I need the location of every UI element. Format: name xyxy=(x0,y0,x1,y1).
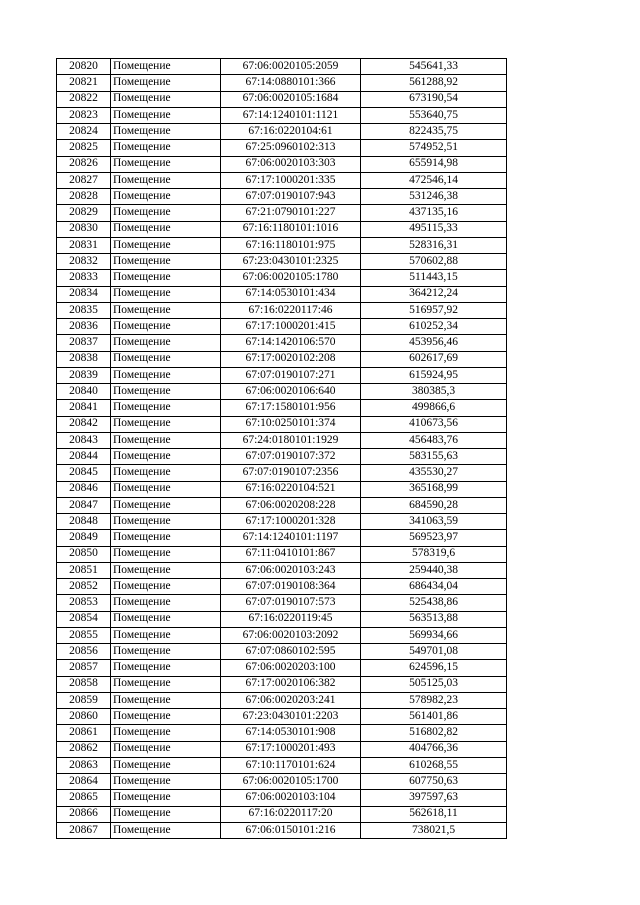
object-type-cell: Помещение xyxy=(111,611,221,627)
object-type-cell: Помещение xyxy=(111,579,221,595)
object-type-cell: Помещение xyxy=(111,757,221,773)
cadastral-value-cell: 655914,98 xyxy=(361,156,507,172)
object-type-cell: Помещение xyxy=(111,286,221,302)
object-type-cell: Помещение xyxy=(111,481,221,497)
cadastral-value-cell: 499866,6 xyxy=(361,400,507,416)
row-number-cell: 20848 xyxy=(57,514,111,530)
row-number-cell: 20858 xyxy=(57,676,111,692)
object-type-cell: Помещение xyxy=(111,270,221,286)
row-number-cell: 20841 xyxy=(57,400,111,416)
cadastral-number-cell: 67:16:0220117:46 xyxy=(221,302,361,318)
object-type-cell: Помещение xyxy=(111,692,221,708)
table-row xyxy=(57,757,507,773)
object-type-cell: Помещение xyxy=(111,774,221,790)
row-number-cell: 20823 xyxy=(57,107,111,123)
cadastral-value-cell: 437135,16 xyxy=(361,205,507,221)
object-type-cell: Помещение xyxy=(111,660,221,676)
object-type-cell: Помещение xyxy=(111,124,221,140)
row-number-cell: 20842 xyxy=(57,416,111,432)
cadastral-number-cell: 67:06:0020203:241 xyxy=(221,692,361,708)
cadastral-value-cell: 822435,75 xyxy=(361,124,507,140)
row-number-cell: 20851 xyxy=(57,562,111,578)
cadastral-number-cell: 67:06:0020103:243 xyxy=(221,562,361,578)
cadastral-value-cell: 553640,75 xyxy=(361,107,507,123)
object-type-cell: Помещение xyxy=(111,790,221,806)
table-row xyxy=(57,562,507,578)
row-number-cell: 20866 xyxy=(57,806,111,822)
cadastral-value-cell: 610252,34 xyxy=(361,319,507,335)
row-number-cell: 20853 xyxy=(57,595,111,611)
cadastral-value-cell: 435530,27 xyxy=(361,465,507,481)
object-type-cell: Помещение xyxy=(111,172,221,188)
row-number-cell: 20824 xyxy=(57,124,111,140)
table-row xyxy=(57,497,507,513)
table-row xyxy=(57,367,507,383)
row-number-cell: 20820 xyxy=(57,59,111,75)
row-number-cell: 20864 xyxy=(57,774,111,790)
cadastral-value-cell: 615924,95 xyxy=(361,367,507,383)
cadastral-value-cell: 365168,99 xyxy=(361,481,507,497)
cadastral-value-cell: 545641,33 xyxy=(361,59,507,75)
table-row xyxy=(57,302,507,318)
table-row xyxy=(57,449,507,465)
row-number-cell: 20849 xyxy=(57,530,111,546)
table-row xyxy=(57,481,507,497)
row-number-cell: 20852 xyxy=(57,579,111,595)
cadastral-number-cell: 67:17:1580101:956 xyxy=(221,400,361,416)
cadastral-number-cell: 67:06:0020105:2059 xyxy=(221,59,361,75)
cadastral-number-cell: 67:16:0220119:45 xyxy=(221,611,361,627)
table-row xyxy=(57,741,507,757)
cadastral-number-cell: 67:17:1000201:335 xyxy=(221,172,361,188)
object-type-cell: Помещение xyxy=(111,254,221,270)
cadastral-value-cell: 574952,51 xyxy=(361,140,507,156)
cadastral-value-cell: 569523,97 xyxy=(361,530,507,546)
table-row xyxy=(57,124,507,140)
cadastral-number-cell: 67:17:0020102:208 xyxy=(221,351,361,367)
cadastral-value-cell: 624596,15 xyxy=(361,660,507,676)
cadastral-value-cell: 570602,88 xyxy=(361,254,507,270)
object-type-cell: Помещение xyxy=(111,205,221,221)
table-row xyxy=(57,254,507,270)
cadastral-number-cell: 67:17:1000201:415 xyxy=(221,319,361,335)
row-number-cell: 20837 xyxy=(57,335,111,351)
cadastral-value-cell: 516957,92 xyxy=(361,302,507,318)
cadastral-value-cell: 569934,66 xyxy=(361,627,507,643)
object-type-cell: Помещение xyxy=(111,302,221,318)
row-number-cell: 20844 xyxy=(57,449,111,465)
cadastral-number-cell: 67:25:0960102:313 xyxy=(221,140,361,156)
cadastral-value-cell: 561401,86 xyxy=(361,709,507,725)
object-type-cell: Помещение xyxy=(111,627,221,643)
table-row xyxy=(57,644,507,660)
cadastral-number-cell: 67:14:0880101:366 xyxy=(221,75,361,91)
cadastral-number-cell: 67:23:0430101:2203 xyxy=(221,709,361,725)
cadastral-number-cell: 67:07:0190107:271 xyxy=(221,367,361,383)
table-row xyxy=(57,514,507,530)
table-row xyxy=(57,91,507,107)
table-row xyxy=(57,156,507,172)
cadastral-value-cell: 602617,69 xyxy=(361,351,507,367)
row-number-cell: 20846 xyxy=(57,481,111,497)
object-type-cell: Помещение xyxy=(111,741,221,757)
cadastral-number-cell: 67:06:0020103:2092 xyxy=(221,627,361,643)
table-row xyxy=(57,611,507,627)
object-type-cell: Помещение xyxy=(111,319,221,335)
cadastral-number-cell: 67:16:1180101:975 xyxy=(221,237,361,253)
row-number-cell: 20862 xyxy=(57,741,111,757)
cadastral-value-cell: 495115,33 xyxy=(361,221,507,237)
row-number-cell: 20840 xyxy=(57,384,111,400)
table-row xyxy=(57,676,507,692)
cadastral-value-cell: 686434,04 xyxy=(361,579,507,595)
cadastral-value-cell: 607750,63 xyxy=(361,774,507,790)
table-row xyxy=(57,286,507,302)
row-number-cell: 20850 xyxy=(57,546,111,562)
cadastral-number-cell: 67:14:0530101:434 xyxy=(221,286,361,302)
cadastral-number-cell: 67:06:0020105:1700 xyxy=(221,774,361,790)
table-body xyxy=(57,59,507,839)
row-number-cell: 20847 xyxy=(57,497,111,513)
cadastral-number-cell: 67:16:0220104:521 xyxy=(221,481,361,497)
cadastral-value-cell: 516802,82 xyxy=(361,725,507,741)
cadastral-value-cell: 531246,38 xyxy=(361,189,507,205)
table-row xyxy=(57,725,507,741)
row-number-cell: 20860 xyxy=(57,709,111,725)
cadastral-value-cell: 610268,55 xyxy=(361,757,507,773)
table-row xyxy=(57,384,507,400)
row-number-cell: 20857 xyxy=(57,660,111,676)
cadastral-number-cell: 67:17:1000201:328 xyxy=(221,514,361,530)
object-type-cell: Помещение xyxy=(111,140,221,156)
row-number-cell: 20821 xyxy=(57,75,111,91)
cadastral-number-cell: 67:16:0220117:20 xyxy=(221,806,361,822)
cadastral-number-cell: 67:07:0190107:2356 xyxy=(221,465,361,481)
cadastral-number-cell: 67:14:0530101:908 xyxy=(221,725,361,741)
cadastral-number-cell: 67:24:0180101:1929 xyxy=(221,432,361,448)
row-number-cell: 20859 xyxy=(57,692,111,708)
table-row xyxy=(57,140,507,156)
cadastral-value-cell: 684590,28 xyxy=(361,497,507,513)
object-type-cell: Помещение xyxy=(111,595,221,611)
cadastral-value-cell: 673190,54 xyxy=(361,91,507,107)
table-row xyxy=(57,221,507,237)
cadastral-number-cell: 67:14:1420106:570 xyxy=(221,335,361,351)
table-row xyxy=(57,692,507,708)
table-row xyxy=(57,465,507,481)
object-type-cell: Помещение xyxy=(111,465,221,481)
row-number-cell: 20854 xyxy=(57,611,111,627)
object-type-cell: Помещение xyxy=(111,822,221,838)
cadastral-value-cell: 505125,03 xyxy=(361,676,507,692)
row-number-cell: 20836 xyxy=(57,319,111,335)
object-type-cell: Помещение xyxy=(111,156,221,172)
row-number-cell: 20867 xyxy=(57,822,111,838)
table-row xyxy=(57,335,507,351)
row-number-cell: 20834 xyxy=(57,286,111,302)
object-type-cell: Помещение xyxy=(111,59,221,75)
table-row xyxy=(57,400,507,416)
table-row xyxy=(57,790,507,806)
row-number-cell: 20831 xyxy=(57,237,111,253)
table-row xyxy=(57,774,507,790)
object-type-cell: Помещение xyxy=(111,91,221,107)
cadastral-value-cell: 456483,76 xyxy=(361,432,507,448)
object-type-cell: Помещение xyxy=(111,725,221,741)
row-number-cell: 20839 xyxy=(57,367,111,383)
row-number-cell: 20828 xyxy=(57,189,111,205)
table-row xyxy=(57,107,507,123)
row-number-cell: 20863 xyxy=(57,757,111,773)
cadastral-value-cell: 578319,6 xyxy=(361,546,507,562)
cadastral-value-cell: 525438,86 xyxy=(361,595,507,611)
cadastral-number-cell: 67:06:0020106:640 xyxy=(221,384,361,400)
object-type-cell: Помещение xyxy=(111,562,221,578)
cadastral-value-cell: 397597,63 xyxy=(361,790,507,806)
table-row xyxy=(57,172,507,188)
table-row xyxy=(57,806,507,822)
row-number-cell: 20829 xyxy=(57,205,111,221)
cadastral-value-cell: 583155,63 xyxy=(361,449,507,465)
table-row xyxy=(57,709,507,725)
cadastral-value-table xyxy=(56,58,507,839)
object-type-cell: Помещение xyxy=(111,546,221,562)
cadastral-number-cell: 67:07:0190107:573 xyxy=(221,595,361,611)
cadastral-number-cell: 67:07:0190107:372 xyxy=(221,449,361,465)
table-row xyxy=(57,530,507,546)
cadastral-number-cell: 67:17:0020106:382 xyxy=(221,676,361,692)
cadastral-number-cell: 67:17:1000201:493 xyxy=(221,741,361,757)
table-row xyxy=(57,75,507,91)
cadastral-number-cell: 67:06:0020203:100 xyxy=(221,660,361,676)
table-row xyxy=(57,270,507,286)
row-number-cell: 20845 xyxy=(57,465,111,481)
object-type-cell: Помещение xyxy=(111,335,221,351)
object-type-cell: Помещение xyxy=(111,530,221,546)
row-number-cell: 20856 xyxy=(57,644,111,660)
object-type-cell: Помещение xyxy=(111,189,221,205)
cadastral-value-cell: 561288,92 xyxy=(361,75,507,91)
cadastral-number-cell: 67:07:0190108:364 xyxy=(221,579,361,595)
table-row xyxy=(57,595,507,611)
cadastral-value-cell: 453956,46 xyxy=(361,335,507,351)
object-type-cell: Помещение xyxy=(111,107,221,123)
object-type-cell: Помещение xyxy=(111,384,221,400)
cadastral-number-cell: 67:06:0150101:216 xyxy=(221,822,361,838)
cadastral-number-cell: 67:11:0410101:867 xyxy=(221,546,361,562)
cadastral-value-cell: 404766,36 xyxy=(361,741,507,757)
cadastral-number-cell: 67:06:0020105:1780 xyxy=(221,270,361,286)
cadastral-value-cell: 364212,24 xyxy=(361,286,507,302)
cadastral-value-cell: 578982,23 xyxy=(361,692,507,708)
cadastral-number-cell: 67:07:0190107:943 xyxy=(221,189,361,205)
cadastral-number-cell: 67:06:0020103:303 xyxy=(221,156,361,172)
cadastral-value-cell: 472546,14 xyxy=(361,172,507,188)
row-number-cell: 20827 xyxy=(57,172,111,188)
cadastral-value-cell: 738021,5 xyxy=(361,822,507,838)
cadastral-number-cell: 67:14:1240101:1121 xyxy=(221,107,361,123)
row-number-cell: 20861 xyxy=(57,725,111,741)
cadastral-number-cell: 67:06:0020103:104 xyxy=(221,790,361,806)
object-type-cell: Помещение xyxy=(111,709,221,725)
object-type-cell: Помещение xyxy=(111,237,221,253)
table-row xyxy=(57,822,507,838)
table-row xyxy=(57,416,507,432)
table-row xyxy=(57,351,507,367)
object-type-cell: Помещение xyxy=(111,367,221,383)
row-number-cell: 20826 xyxy=(57,156,111,172)
cadastral-number-cell: 67:16:1180101:1016 xyxy=(221,221,361,237)
object-type-cell: Помещение xyxy=(111,432,221,448)
cadastral-number-cell: 67:10:0250101:374 xyxy=(221,416,361,432)
row-number-cell: 20830 xyxy=(57,221,111,237)
row-number-cell: 20855 xyxy=(57,627,111,643)
object-type-cell: Помещение xyxy=(111,221,221,237)
table-row xyxy=(57,546,507,562)
table-row xyxy=(57,579,507,595)
object-type-cell: Помещение xyxy=(111,644,221,660)
cadastral-value-cell: 511443,15 xyxy=(361,270,507,286)
table-row xyxy=(57,432,507,448)
object-type-cell: Помещение xyxy=(111,497,221,513)
cadastral-value-cell: 563513,88 xyxy=(361,611,507,627)
cadastral-value-cell: 259440,38 xyxy=(361,562,507,578)
cadastral-value-cell: 341063,59 xyxy=(361,514,507,530)
row-number-cell: 20838 xyxy=(57,351,111,367)
cadastral-number-cell: 67:16:0220104:61 xyxy=(221,124,361,140)
table-row xyxy=(57,189,507,205)
table-row xyxy=(57,319,507,335)
object-type-cell: Помещение xyxy=(111,449,221,465)
table-row xyxy=(57,660,507,676)
row-number-cell: 20843 xyxy=(57,432,111,448)
row-number-cell: 20832 xyxy=(57,254,111,270)
cadastral-value-cell: 562618,11 xyxy=(361,806,507,822)
table-row xyxy=(57,59,507,75)
object-type-cell: Помещение xyxy=(111,806,221,822)
cadastral-value-cell: 380385,3 xyxy=(361,384,507,400)
object-type-cell: Помещение xyxy=(111,400,221,416)
cadastral-number-cell: 67:06:0020105:1684 xyxy=(221,91,361,107)
cadastral-number-cell: 67:23:0430101:2325 xyxy=(221,254,361,270)
cadastral-value-cell: 528316,31 xyxy=(361,237,507,253)
table-row xyxy=(57,237,507,253)
row-number-cell: 20835 xyxy=(57,302,111,318)
object-type-cell: Помещение xyxy=(111,514,221,530)
cadastral-number-cell: 67:06:0020208:228 xyxy=(221,497,361,513)
object-type-cell: Помещение xyxy=(111,416,221,432)
object-type-cell: Помещение xyxy=(111,351,221,367)
cadastral-value-cell: 410673,56 xyxy=(361,416,507,432)
row-number-cell: 20865 xyxy=(57,790,111,806)
cadastral-number-cell: 67:10:1170101:624 xyxy=(221,757,361,773)
table-row xyxy=(57,627,507,643)
row-number-cell: 20825 xyxy=(57,140,111,156)
cadastral-number-cell: 67:21:0790101:227 xyxy=(221,205,361,221)
cadastral-value-cell: 549701,08 xyxy=(361,644,507,660)
object-type-cell: Помещение xyxy=(111,75,221,91)
table-row xyxy=(57,205,507,221)
row-number-cell: 20833 xyxy=(57,270,111,286)
cadastral-number-cell: 67:07:0860102:595 xyxy=(221,644,361,660)
cadastral-number-cell: 67:14:1240101:1197 xyxy=(221,530,361,546)
object-type-cell: Помещение xyxy=(111,676,221,692)
row-number-cell: 20822 xyxy=(57,91,111,107)
